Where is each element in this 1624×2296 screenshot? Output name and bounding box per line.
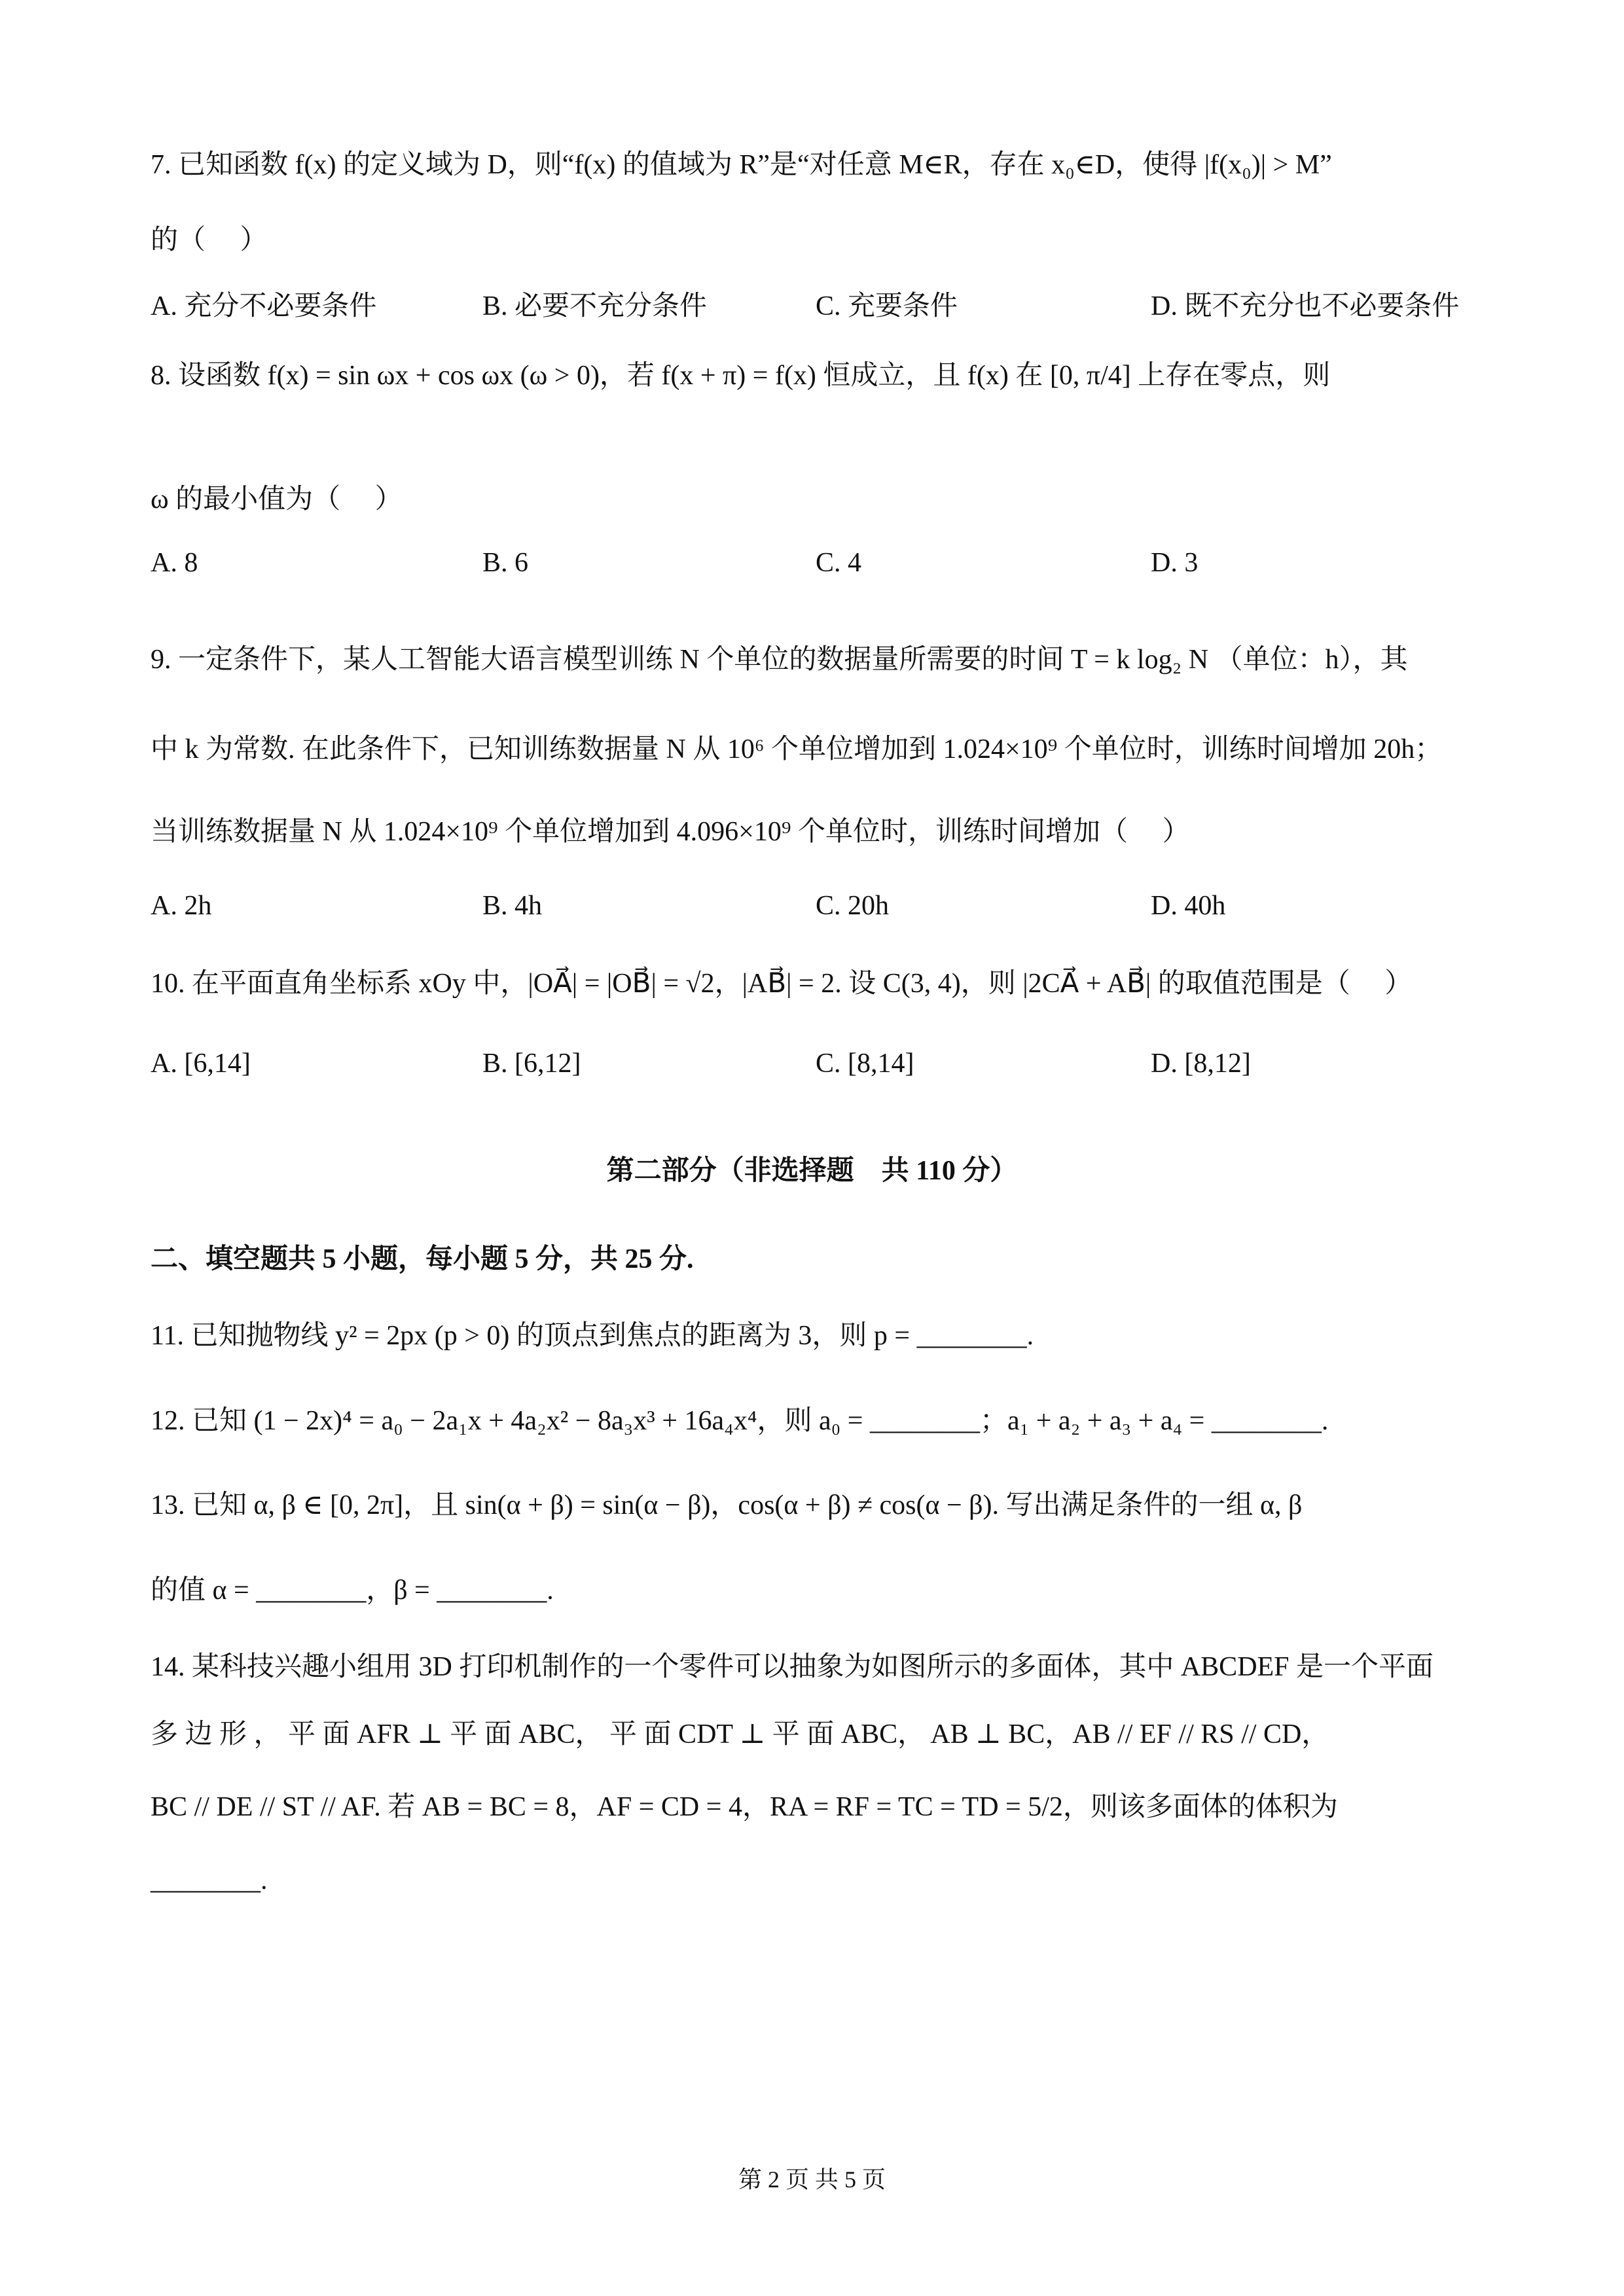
q9-option-b: B. 4h xyxy=(482,891,543,921)
q7-stem-cont: 的（ ） xyxy=(151,225,268,255)
q10-option-a: A. [6,14] xyxy=(151,1049,251,1079)
q7-option-d: D. 既不充分也不必要条件 xyxy=(1151,291,1460,321)
q14-stem-cont: 多 边 形 ， 平 面 AFR ⊥ 平 面 ABC， 平 面 CDT ⊥ 平 面 ABC， AB ⊥ BC，AB // EF // RS // CD， xyxy=(151,1719,1329,1749)
part2-title: 第二部分（非选择题 共 110 分） xyxy=(606,1156,1018,1186)
q10-stem: 10. 在平面直角坐标系 xOy 中，|OA⃗| = |OB⃗| = √2，|AB⃗| = 2. 设 C(3, 4)，则 |2CA⃗ + AB⃗| 的取值范围是（ ） xyxy=(151,969,1413,999)
q9-option-c: C. 20h xyxy=(816,891,890,921)
q14-answer-blank: ________. xyxy=(151,1865,268,1895)
page-footer: 第 2 页 共 5 页 xyxy=(738,2166,886,2193)
q7-stem: 7. 已知函数 f(x) 的定义域为 D，则“f(x) 的值域为 R”是“对任意 M∈R，存在 x₀∈D，使得 |f(x₀)| > M” xyxy=(151,150,1332,180)
q7-option-b: B. 必要不充分条件 xyxy=(482,291,708,321)
q13-stem-cont: 的值 α = ________，β = ________. xyxy=(151,1575,554,1605)
q9-option-d: D. 40h xyxy=(1151,891,1226,921)
q8-stem: 8. 设函数 f(x) = sin ωx + cos ωx (ω > 0)，若 f(x + π) = f(x) 恒成立，且 f(x) 在 [0, π/4] 上存在零点，则 xyxy=(151,361,1331,391)
q9-stem: 9. 一定条件下，某人工智能大语言模型训练 N 个单位的数据量所需要的时间 T = k log₂ N （单位：h），其 xyxy=(151,645,1408,675)
q9-stem-cont2: 当训练数据量 N 从 1.024×10⁹ 个单位增加到 4.096×10⁹ 个单位时，训练时间增加（ ） xyxy=(151,817,1190,847)
q10-option-d: D. [8,12] xyxy=(1151,1049,1251,1079)
question-12: 12. 已知 (1 − 2x)⁴ = a₀ − 2a₁x + 4a₂x² − 8a₃x³ + 16a₄x⁴，则 a₀ = ________；a₁ + a₂ + a₃ + a₄ = ________. xyxy=(151,1406,1329,1436)
q7-option-a: A. 充分不必要条件 xyxy=(151,291,377,321)
q14-stem-cont2: BC // DE // ST // AF. 若 AB = BC = 8，AF = CD = 4，RA = RF = TC = TD = 5/2，则该多面体的体积为 xyxy=(151,1792,1338,1822)
q14-stem: 14. 某科技兴趣小组用 3D 打印机制作的一个零件可以抽象为如图所示的多面体，其中 ABCDEF 是一个平面 xyxy=(151,1652,1434,1682)
q10-option-b: B. [6,12] xyxy=(482,1049,581,1079)
q7-option-c: C. 充要条件 xyxy=(816,291,958,321)
q9-option-a: A. 2h xyxy=(151,891,212,921)
q10-option-c: C. [8,14] xyxy=(816,1049,914,1079)
q8-option-c: C. 4 xyxy=(816,548,862,578)
q8-option-d: D. 3 xyxy=(1151,548,1199,578)
q8-option-a: A. 8 xyxy=(151,548,198,578)
section2-heading: 二、填空题共 5 小题，每小题 5 分，共 25 分. xyxy=(151,1244,694,1274)
question-11: 11. 已知抛物线 y² = 2px (p > 0) 的顶点到焦点的距离为 3，则 p = ________. xyxy=(151,1321,1034,1351)
q8-option-b: B. 6 xyxy=(482,548,529,578)
q9-stem-cont: 中 k 为常数. 在此条件下，已知训练数据量 N 从 10⁶ 个单位增加到 1.024×10⁹ 个单位时，训练时间增加 20h； xyxy=(151,734,1443,764)
q13-stem: 13. 已知 α, β ∈ [0, 2π]，且 sin(α + β) = sin(α − β)，cos(α + β) ≠ cos(α − β). 写出满足条件的一组 α, β xyxy=(151,1490,1303,1520)
q8-stem-cont: ω 的最小值为（ ） xyxy=(151,484,403,514)
